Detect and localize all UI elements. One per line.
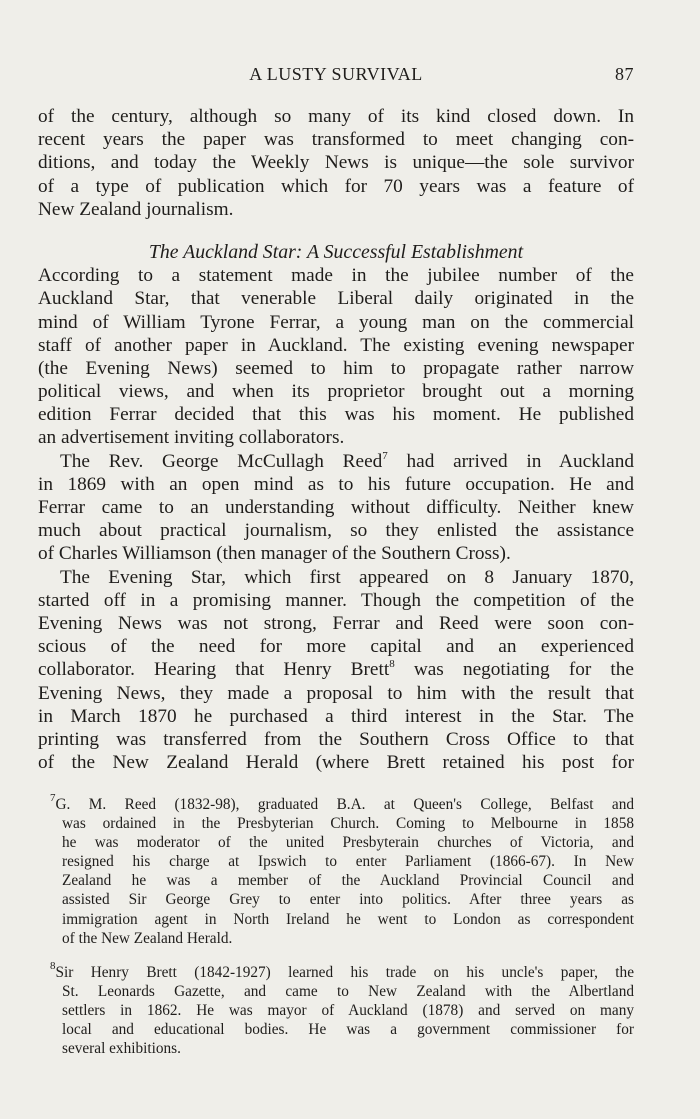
text-line: Zealand he was a member of the Auckland Provincial Council and [62, 872, 634, 890]
body-text [38, 105, 634, 774]
text-line: Ferrar came to an understanding without difficulty. Neither knew [38, 497, 634, 518]
text-line: settlers in 1862. He was mayor of Auckland (1878) and served on many [62, 1002, 634, 1020]
footnote-ref: 7 [382, 449, 388, 462]
text-line: political views, and when its proprietor brought out a morning [38, 381, 634, 403]
text-line: The Rev. George McCullagh Reed$^7$ had arrived in Auckland [60, 449, 635, 472]
running-head [38, 64, 634, 90]
text-line: resigned his charge at Ipswich to enter Parliament (1866-67). In New [62, 853, 634, 871]
text-line: immigration agent in North Ireland he went to London as correspondent [62, 910, 634, 928]
footnote-ref: 8 [389, 658, 395, 671]
text-line: was ordained in the Presbyterian Church. Coming to Melbourne in 1858 [62, 815, 634, 833]
text-line: printing was transferred from the Southern Cross Office to that [38, 728, 634, 750]
text-line: of Charles Williamson (then manager of the Southern Cross). [38, 543, 511, 565]
text-line: recent years the paper was transformed to meet changing con- [38, 129, 634, 151]
text-line: much about practical journalism, so they enlisted the assistance [38, 520, 634, 542]
text-line: ditions, and today the Weekly News is unique—the sole survivor [38, 152, 634, 174]
paragraph [38, 450, 634, 566]
footnote-marker: 8 [50, 960, 56, 972]
text-line: mind of William Tyrone Ferrar, a young man on the commercial [38, 311, 634, 333]
text-line: of the century, although so many of its kind closed down. In [38, 106, 634, 127]
text-line: Auckland Star, that venerable Liberal daily originated in the [38, 288, 634, 310]
text-line: Evening News, they made a proposal to him with the result that [38, 682, 634, 704]
text-line: scious of the need for more capital and an experienced [38, 636, 634, 658]
text-line: several exhibitions. [62, 1040, 181, 1058]
section-heading: The Auckland Star: A Successful Establishment [148, 240, 524, 263]
text-line: Evening News was not strong, Ferrar and Reed were soon con- [38, 612, 634, 634]
footnote-7 [50, 792, 634, 948]
text-line: in 1869 with an open mind as to his future occupation. He and [38, 473, 634, 495]
text-line: The Evening Star, which first appeared on 8 January 1870, [60, 566, 634, 588]
text-line: started off in a promising manner. Though the competition of the [38, 589, 634, 611]
text-line: local and educational bodies. He was a government commissioner for [62, 1021, 634, 1039]
text-line: of the New Zealand Herald (where Brett retained his post for [38, 752, 634, 774]
text-line: collaborator. Hearing that Henry Brett$^8$ was negotiating for the [38, 658, 634, 681]
footnote-marker: 7 [50, 792, 56, 804]
text-line: assisted Sir George Grey to enter into politics. After three years as [62, 891, 634, 909]
text-line: in March 1870 he purchased a third interest in the Star. The [38, 705, 634, 727]
text-line: St. Leonards Gazette, and came to New Zealand with the Albertland [62, 983, 634, 1001]
text-line: he was moderator of the united Presbyterain churches of Victoria, and [62, 834, 634, 852]
text-line: $^7$G. M. Reed (1832-98), graduated B.A. at Queen's College, Belfast and [50, 792, 634, 813]
text-line: an advertisement inviting collaborators. [38, 427, 345, 449]
running-title: A LUSTY SURVIVAL [249, 64, 423, 84]
paragraph-continued [38, 105, 634, 221]
text-line: (the Evening News) seemed to him to propagate rather narrow [38, 357, 634, 379]
paragraph [38, 566, 634, 775]
text-line: $^8$Sir Henry Brett (1842-1927) learned his trade on his uncle's paper, the [50, 960, 634, 981]
footnote-8 [50, 960, 634, 1058]
text-line: staff of another paper in Auckland. The existing evening newspaper [38, 334, 634, 356]
page-number: 87 [615, 64, 634, 84]
text-line: edition Ferrar decided that this was his moment. He published [38, 404, 634, 426]
paragraph [38, 264, 634, 450]
text-line: New Zealand journalism. [38, 198, 234, 220]
text-line: of a type of publication which for 70 years was a feature of [38, 175, 634, 197]
text-line: According to a statement made in the jubilee number of the [38, 265, 634, 287]
text-line: of the New Zealand Herald. [62, 929, 233, 947]
